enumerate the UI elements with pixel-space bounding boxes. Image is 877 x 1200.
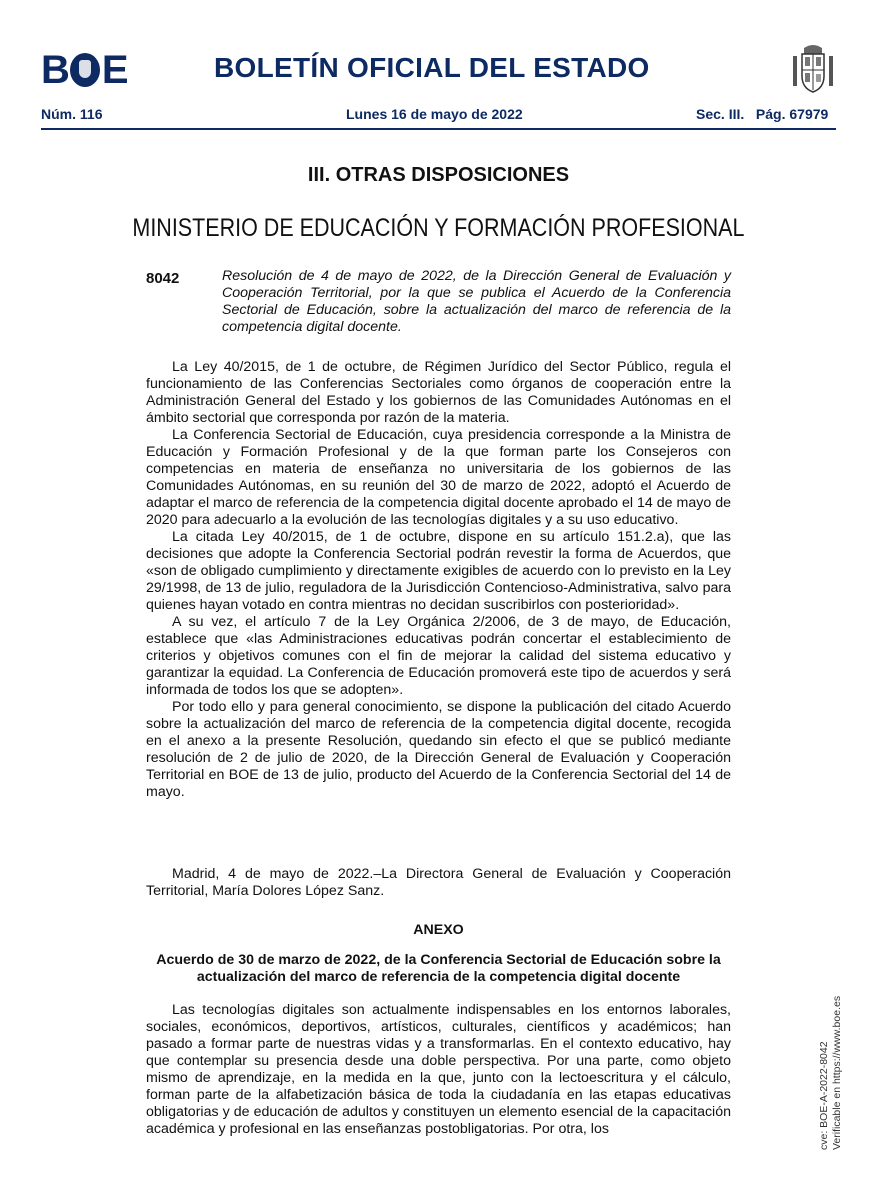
ministry-heading: MINISTERIO DE EDUCACIÓN Y FORMACIÓN PROFESIONAL [132, 214, 745, 242]
boe-logo: B E [41, 48, 127, 92]
cve-code: cve: BOE-A-2022-8042 [818, 1041, 830, 1150]
header-rule [41, 128, 836, 130]
signature-block [146, 866, 731, 900]
disposition-summary: Resolución de 4 de mayo de 2022, de la Dirección General de Evaluación y Cooperación Territorial, por la que se publica el Acuerdo de la Conferencia Sectorial de Educación, sobre la actualización del marco de referencia de la competencia digital docente. [222, 268, 731, 335]
crest-icon [70, 53, 100, 87]
paragraph: Por todo ello y para general conocimiento, se dispone la publicación del citado Acuerdo sobre la actualización del marco de referencia de la competencia digital docente, recogida en el anexo a la presente Resolución, quedando sin efecto el que se publicó mediante resolución de 2 de julio de 2020, de la Dirección General de Evaluación y Cooperación Territorial en BOE de 13 de julio, producto del Acuerdo de la Conferencia Sectorial del 14 de mayo. [146, 699, 731, 800]
paragraph: Las tecnologías digitales son actualmente indispensables en los entornos laborales, sociales, económicos, deportivos, artísticos, culturales, científicos y académicos; han pasado a formar parte de nuestras vidas y a transformarlas. En el contexto educativo, hay que contemplar su presencia desde una doble perspectiva. Por una parte, como objeto mismo de aprendizaje, en la medida en la que, junto con la lectoescritura y el cálculo, forman parte de la alfabetización básica de toda la ciudadanía en las etapas educativas obligatorias y de educación de adultos y constituyen un elemento esencial de la capacitación académica y profesional en las enseñanzas postobligatorias. Por otra, los [146, 1002, 731, 1137]
section-page: Sec. III. Pág. 67979 [696, 106, 829, 122]
annex-title: ANEXO [413, 922, 464, 938]
annex-subtitle: Acuerdo de 30 de marzo de 2022, de la Conferencia Sectorial de Educación sobre la actualización del marco de referencia de la competencia digital docente [156, 952, 721, 985]
issue-header [41, 106, 836, 126]
verification-note [818, 996, 844, 1150]
annex-body [146, 1002, 731, 1138]
coat-of-arms-icon [790, 44, 836, 94]
paragraph: La Ley 40/2015, de 1 de octubre, de Régimen Jurídico del Sector Público, regula el funcionamiento de las Conferencias Sectoriales como órganos de cooperación entre la Administración General del Estado y los gobiernos de las Comunidades Autónomas en el ámbito sectorial que corresponda por razón de la materia. [146, 359, 731, 426]
paragraph: A su vez, el artículo 7 de la Ley Orgánica 2/2006, de 3 de mayo, de Educación, establece que «las Administraciones educativas podrán concertar el establecimiento de criterios y objetivos comunes con el fin de mejorar la calidad del sistema educativo y garantizar la equidad. La Conferencia de Educación promoverá este tipo de acuerdos y será informada de todos los que se adopten». [146, 614, 731, 698]
issue-date: Lunes 16 de mayo de 2022 [346, 106, 523, 122]
signature: Madrid, 4 de mayo de 2022.–La Directora General de Evaluación y Cooperación Territorial, María Dolores López Sanz. [146, 866, 731, 899]
disposition-number: 8042 [146, 270, 180, 287]
resolution-body [146, 359, 731, 801]
paragraph: La Conferencia Sectorial de Educación, cuya presidencia corresponde a la Ministra de Educación y Formación Profesional y de la que forman parte los Consejeros con competencias en materia de enseñanza no universitaria de los gobiernos de las Comunidades Autónomas, en su reunión del 30 de marzo de 2022, adoptó el Acuerdo de adaptar el marco de referencia de la competencia digital docente aprobado el 14 de mayo de 2020 para adecuarlo a la evolución de las tecnologías digitales y a su uso educativo. [146, 427, 731, 528]
issue-number: Núm. 116 [41, 106, 103, 122]
journal-title: BOLETÍN OFICIAL DEL ESTADO [214, 52, 650, 83]
section-title: III. OTRAS DISPOSICIONES [307, 164, 570, 186]
verify-link[interactable]: Verificable en https://www.boe.es [831, 995, 843, 1150]
paragraph: La citada Ley 40/2015, de 1 de octubre, dispone en su artículo 151.2.a), que las decisiones que adopte la Conferencia Sectorial podrán revestir la forma de Acuerdos, que «son de obligado cumplimiento y directamente exigibles de acuerdo con lo previsto en la Ley 29/1998, de 13 de julio, reguladora de la Jurisdicción Contencioso-Administrativa, salvo para quienes hayan votado en contra mientras no decidan suscribirlos con posterioridad». [146, 529, 731, 613]
